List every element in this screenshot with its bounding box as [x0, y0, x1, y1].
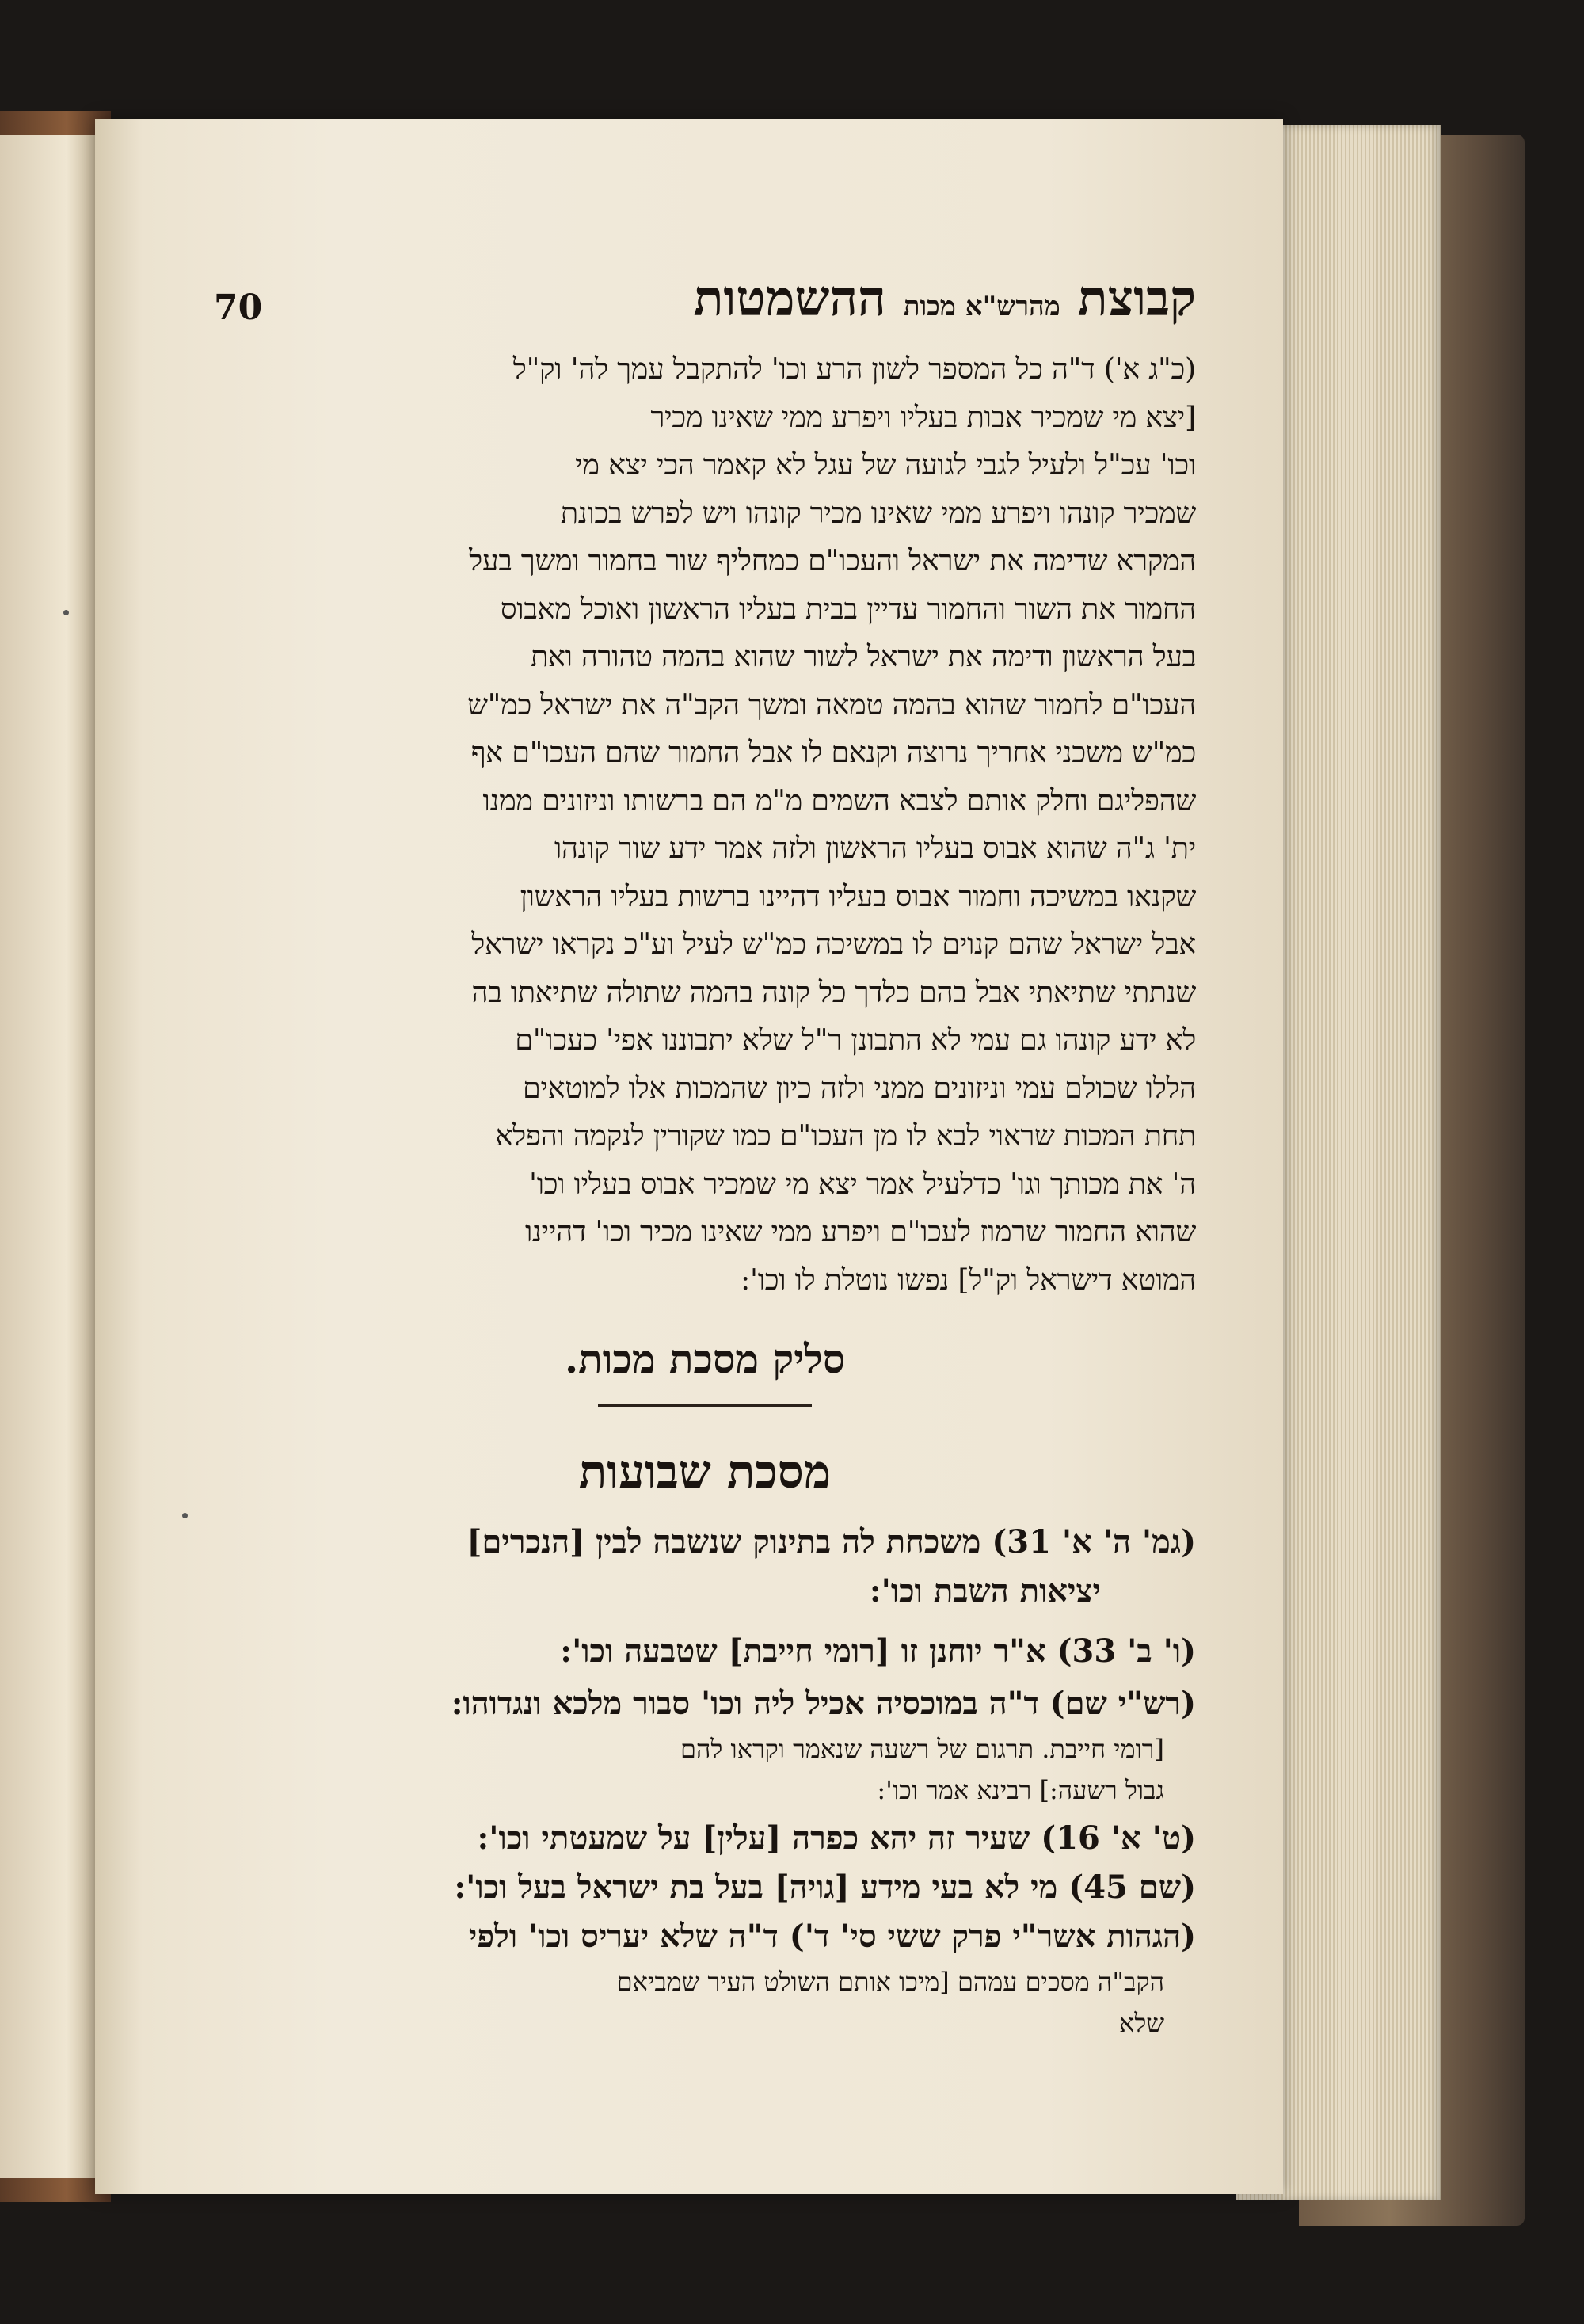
text-line: העכו"ם לחמור שהוא בהמה טמאה ומשך הקב"ה את ישראל כמ"ש — [467, 687, 1196, 722]
title-subtitle: מהרש"א מכות — [903, 291, 1060, 322]
running-title — [599, 269, 1196, 328]
text-line: ה' את מכותך וגו' כדלעיל אמר יצא מי שמכיר אבוס בעליו וכו' — [528, 1166, 1196, 1201]
entry — [214, 1679, 1196, 1811]
text-line: המקרא שדימה את ישראל והעכו"ם כמחליף שור בחמור ומשך בעל — [469, 543, 1196, 577]
text-line: וכו' עכ"ל ולעיל לגבי לגועה של עגל לא קאמר הכי יצא מי — [575, 448, 1196, 482]
text-line: החמור את השור והחמור עדיין בבית בעליו הראשון ואוכל מאבוס — [500, 591, 1196, 626]
makkot-commentary — [214, 345, 1196, 1304]
text-line: שהוא החמור שרמוז לעכו"ם ויפרע ממי שאינו מכיר וכו' דהיינו — [524, 1214, 1196, 1248]
entry-continuation: שלא — [1119, 2008, 1164, 2038]
title-word: קבוצת — [1077, 269, 1196, 327]
text-line: כמ"ש משכני אחריך נרוצה וקנאם לו אבל החמור שהם העכו"ם אף — [470, 735, 1196, 769]
entry — [214, 1627, 1196, 1676]
shevuot-entries — [214, 1518, 1196, 2044]
text-line: המוטא דישראל וק"ל] נפשו נוטלת לו וכו': — [740, 1262, 1196, 1297]
title-end: ההשמטות — [693, 269, 886, 327]
tractate-title: מסכת שבועות — [578, 1445, 832, 1499]
entry-main: (שם 45) מי לא בעי מידע [גויה] בעל בת ישראל בעל וכו': — [454, 1869, 1196, 1906]
entry — [214, 1863, 1196, 1912]
text-line: שהפליגם וחלק אותם לצבא השמים מ"מ הם ברשותו וניזונים ממנו — [482, 783, 1196, 817]
entry-continuation: גבול רשעה:] רבינא אמר וכו': — [877, 1775, 1164, 1805]
entry-main: (ו' ב' 33) א"ר יוחנן זו [רומי חייבת] שטבעה וכו': — [560, 1633, 1196, 1670]
margin-speck — [63, 610, 69, 615]
text-line: שנתתי שתיאתי אבל בהם כלדך כל קונה בהמה שתולה שתיאתו בה — [471, 974, 1196, 1009]
entry-main: (רש"י שם) ד"ה במוכסיה אכיל ליה וכו' סבור מלכא ונגדוהו: — [451, 1685, 1196, 1722]
entry — [214, 1912, 1196, 2044]
entry — [214, 1814, 1196, 1863]
page-header — [214, 269, 1196, 328]
text-line: הללו שכולם עמי וניזונים ממני ולזה כיון שהמכות אלו למוטאים — [523, 1070, 1196, 1105]
text-line: ית' ג"ה שהוא אבוס בעליו הראשון ולזה אמר ידע שור קונהו — [554, 831, 1196, 865]
text-line: בעל הראשון ודימה את ישראל לשור שהוא בהמה טהורה ואת — [531, 639, 1196, 673]
entry-continuation: [רומי חייבת. תרגום של רשעה שנאמר וקראו להם — [680, 1734, 1164, 1764]
entry-continuation: הקב"ה מסכים עמהם [מיכו אותם השולט העיר שמביאם — [616, 1967, 1164, 1997]
book-page — [95, 119, 1283, 2194]
entry-continuation: יציאות השבת וכו': — [869, 1572, 1101, 1610]
entry-main: (הגהות אשר"י פרק ששי סי' ד') ד"ה שלא יעריס וכו' ולפי — [468, 1918, 1196, 1955]
section-divider — [598, 1404, 812, 1407]
text-line: (כ"ג א') ד"ה כל המספר לשון הרע וכו' להתקבל עמך לה' וק"ל — [512, 352, 1196, 386]
text-line: [יצא מי שמכיר אבות בעליו ויפרע ממי שאינו מכיר — [650, 399, 1196, 434]
text-line: שקנאו במשיכה וחמור אבוס בעליו דהיינו ברשות בעליו הראשון — [520, 878, 1196, 913]
margin-speck — [182, 1513, 188, 1518]
text-line: אבל ישראל שהם קנוים לו במשיכה כמ"ש לעיל וע"כ נקראו ישראל — [471, 927, 1196, 961]
page-text — [214, 269, 1196, 2044]
tractate-closing: סליק מסכת מכות. — [564, 1335, 846, 1382]
entry — [214, 1518, 1196, 1616]
text-line: שמכיר קונהו ויפרע ממי שאינו מכיר קונהו ויש לפרש בכונת — [560, 495, 1196, 530]
text-line: לא ידע קונהו גם עמי לא התבונן ר"ל שלא יתבוננו אפי' כעכו"ם — [515, 1023, 1196, 1057]
entry-main: (ט' א' 16) שעיר זה יהא כפרה [עלין] על שמעטתי וכו': — [477, 1819, 1196, 1857]
page-number: 70 — [214, 288, 263, 328]
text-line: תחת המכות שראוי לבא לו מן העכו"ם כמו שקורין לנקמה והפלא — [495, 1118, 1196, 1152]
entry-main: (גמ' ה' א' 31) משכחת לה בתינוק שנשבה לבין [הנכרים] — [466, 1523, 1196, 1560]
previous-page-edge — [0, 135, 95, 2178]
